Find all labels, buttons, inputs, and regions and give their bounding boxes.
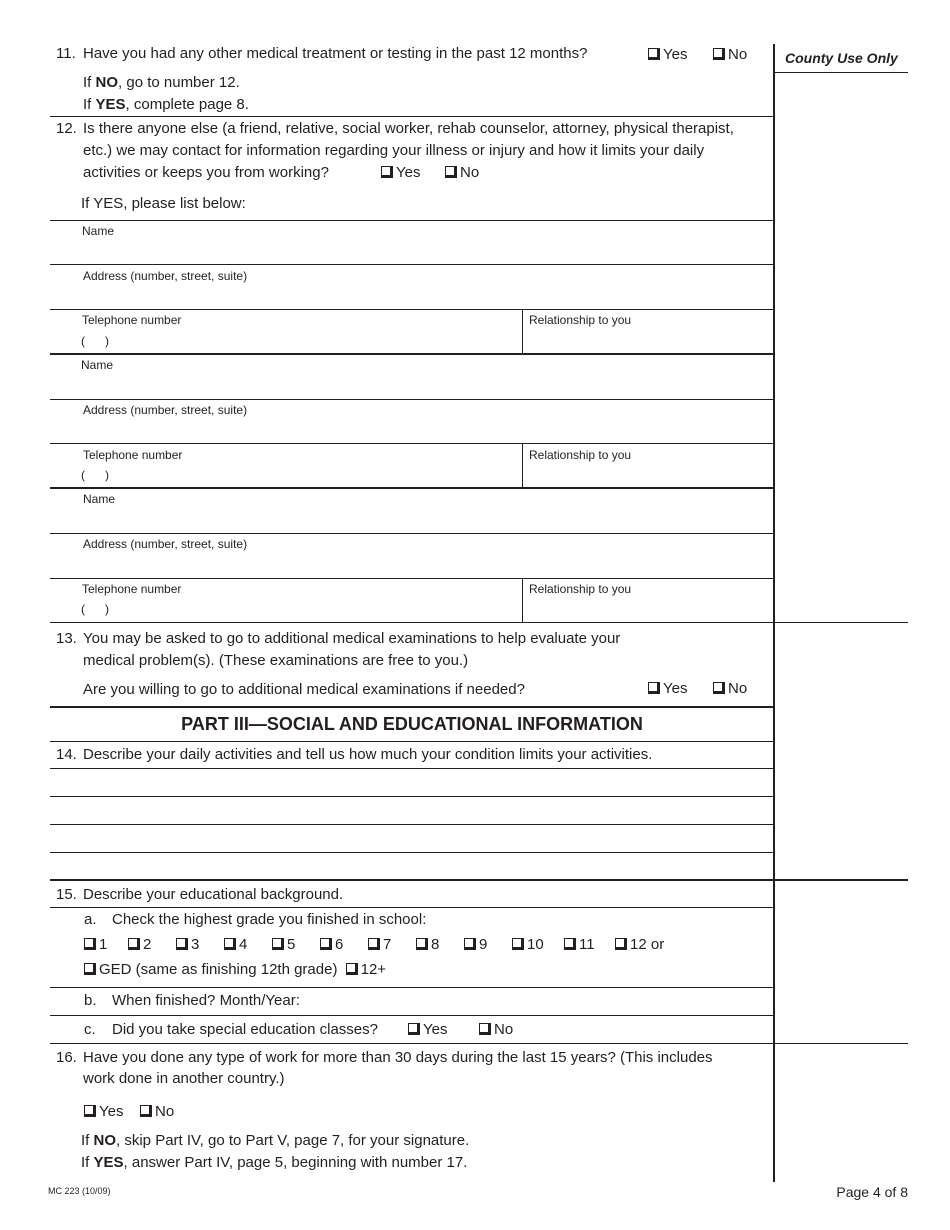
q16-yes-option[interactable]: Yes	[84, 1103, 123, 1121]
divider	[522, 578, 523, 623]
contact-3-name-field[interactable]: Name	[83, 492, 116, 506]
grade-4-option[interactable]: 4	[224, 936, 247, 954]
divider	[50, 987, 774, 988]
county-header-rule	[774, 72, 908, 73]
q12-yes-option[interactable]	[381, 164, 420, 182]
q11-no-option[interactable]	[713, 46, 747, 64]
q14-number: 14.	[56, 746, 77, 763]
checkbox-icon[interactable]	[464, 938, 476, 950]
q16-line-1: Have you done any type of work for more than 30 days during the last 15 years? (This includes	[83, 1049, 713, 1066]
q15-text: Describe your educational background.	[83, 886, 344, 903]
checkbox-icon[interactable]	[564, 938, 576, 950]
checkbox-icon[interactable]	[84, 938, 96, 950]
q16-number: 16.	[56, 1049, 77, 1066]
checkbox-icon[interactable]	[272, 938, 284, 950]
checkbox-icon[interactable]	[224, 938, 236, 950]
checkbox-icon[interactable]	[416, 938, 428, 950]
q15a-label: a.	[84, 911, 97, 928]
q11-yes-label: Yes	[663, 46, 688, 63]
q16-no-option[interactable]: No	[140, 1103, 174, 1121]
answer-line[interactable]	[50, 852, 774, 853]
grade-11-option[interactable]: 11	[564, 936, 595, 954]
divider	[50, 399, 774, 400]
q14-text: Describe your daily activities and tell us how much your condition limits your activities.	[83, 746, 653, 763]
contact-3-relationship-field[interactable]: Relationship to you	[529, 582, 632, 596]
q12-line-3: activities or keeps you from working?	[83, 164, 329, 181]
checkbox-icon[interactable]	[615, 938, 627, 950]
contact-2-name-field[interactable]: Name	[81, 358, 114, 372]
county-column-divider	[773, 44, 775, 1182]
q16-line-2: work done in another country.)	[83, 1070, 285, 1087]
contact-2-phone-parens: ( )	[81, 468, 109, 482]
checkbox-icon[interactable]	[84, 963, 96, 975]
checkbox-icon[interactable]	[512, 938, 524, 950]
q15c-text: Did you take special education classes?	[112, 1021, 378, 1038]
q15a-text: Check the highest grade you finished in school:	[112, 911, 427, 928]
q15c-yes-option[interactable]: Yes	[408, 1021, 447, 1039]
contact-2-relationship-field[interactable]: Relationship to you	[529, 448, 632, 462]
q12-list-prompt: If YES, please list below:	[81, 195, 246, 212]
divider	[50, 443, 774, 444]
checkbox-icon[interactable]	[408, 1023, 420, 1035]
q13-question: Are you willing to go to additional medical examinations if needed?	[83, 681, 525, 698]
contact-1-phone-parens: ( )	[81, 334, 109, 348]
divider	[50, 907, 774, 908]
grade-2-option[interactable]: 2	[128, 936, 151, 954]
checkbox-icon[interactable]	[648, 682, 660, 694]
grade-12-option[interactable]: 12 or	[615, 936, 664, 954]
county-use-only-label: County Use Only	[785, 50, 898, 66]
q11-if-no: If NO, go to number 12.	[83, 74, 240, 91]
q12-number: 12.	[56, 120, 77, 137]
q11-yes-option[interactable]	[648, 46, 687, 64]
page-number: Page 4 of 8	[836, 1184, 908, 1200]
grade-1-option[interactable]: 1	[84, 936, 107, 954]
divider	[522, 309, 523, 354]
divider	[50, 622, 908, 623]
ged-label: GED (same as finishing 12th grade)	[99, 961, 338, 978]
q13-line-2: medical problem(s). (These examinations are free to you.)	[83, 652, 469, 669]
q12-no-label: No	[460, 164, 480, 181]
contact-1-name-field[interactable]: Name	[82, 224, 115, 238]
q15-number: 15.	[56, 886, 77, 903]
divider	[50, 1015, 774, 1016]
contact-3-address-field[interactable]: Address (number, street, suite)	[83, 537, 248, 551]
contact-2-address-field[interactable]: Address (number, street, suite)	[83, 403, 248, 417]
divider	[50, 353, 774, 355]
contact-2-phone-field[interactable]: Telephone number	[83, 448, 183, 462]
grade-9-option[interactable]: 9	[464, 936, 487, 954]
checkbox-icon[interactable]	[140, 1105, 152, 1117]
form-id: MC 223 (10/09)	[48, 1186, 111, 1196]
checkbox-icon[interactable]	[84, 1105, 96, 1117]
q12-line-1: Is there anyone else (a friend, relative, social worker, rehab counselor, attorney, physical therapist,	[83, 120, 734, 137]
grade-7-option[interactable]: 7	[368, 936, 391, 954]
checkbox-icon[interactable]	[176, 938, 188, 950]
checkbox-icon[interactable]	[346, 963, 358, 975]
divider	[522, 443, 523, 488]
q15c-no-option[interactable]: No	[479, 1021, 513, 1039]
q13-no-label: No	[728, 680, 748, 697]
contact-1-address-field[interactable]: Address (number, street, suite)	[83, 269, 248, 283]
contact-1-phone-field[interactable]: Telephone number	[82, 313, 182, 327]
q16-if-yes: If YES, answer Part IV, page 5, beginning with number 17.	[81, 1154, 468, 1171]
contact-3-phone-parens: ( )	[81, 602, 109, 616]
divider	[50, 220, 774, 221]
q13-yes-option[interactable]	[648, 680, 687, 698]
grade-10-option[interactable]: 10	[512, 936, 544, 954]
q11-no-label: No	[728, 46, 748, 63]
q11-number: 11.	[56, 45, 76, 62]
q12-yes-label: Yes	[396, 164, 421, 181]
q12-line-2: etc.) we may contact for information regarding your illness or injury and how it limits your daily	[83, 142, 705, 159]
grade-6-option[interactable]: 6	[320, 936, 343, 954]
part-3-heading: PART III—SOCIAL AND EDUCATIONAL INFORMATION	[181, 714, 643, 734]
answer-line[interactable]	[50, 824, 774, 825]
answer-line[interactable]	[50, 796, 774, 797]
q13-yes-label: Yes	[663, 680, 688, 697]
checkbox-icon[interactable]	[445, 166, 457, 178]
divider	[50, 533, 774, 534]
twelve-plus-label: 12+	[360, 961, 387, 978]
divider	[50, 578, 774, 579]
q12-no-option[interactable]	[445, 164, 479, 182]
contact-3-phone-field[interactable]: Telephone number	[82, 582, 182, 596]
checkbox-icon[interactable]	[320, 938, 332, 950]
divider	[50, 741, 774, 742]
checkbox-icon[interactable]	[368, 938, 380, 950]
checkbox-icon[interactable]	[713, 48, 725, 60]
divider	[50, 879, 908, 881]
checkbox-icon[interactable]	[128, 938, 140, 950]
divider	[50, 487, 774, 489]
q13-no-option[interactable]	[713, 680, 747, 698]
checkbox-icon[interactable]	[381, 166, 393, 178]
ged-option[interactable]	[84, 961, 386, 979]
grade-8-option[interactable]: 8	[416, 936, 439, 954]
q13-number: 13.	[56, 630, 77, 647]
q11-if-yes: If YES, complete page 8.	[83, 96, 249, 113]
q15b-label: b.	[84, 992, 97, 1009]
checkbox-icon[interactable]	[479, 1023, 491, 1035]
q15c-label: c.	[84, 1021, 96, 1038]
q15b-text[interactable]: When finished? Month/Year:	[112, 992, 300, 1009]
divider	[50, 116, 774, 117]
q11-text: Have you had any other medical treatment or testing in the past 12 months?	[83, 45, 588, 62]
divider	[50, 264, 774, 265]
divider	[50, 1043, 908, 1044]
contact-1-relationship-field[interactable]: Relationship to you	[529, 313, 632, 327]
checkbox-icon[interactable]	[713, 682, 725, 694]
divider	[50, 309, 774, 310]
answer-line[interactable]	[50, 768, 774, 769]
q16-if-no: If NO, skip Part IV, go to Part V, page 7, for your signature.	[81, 1132, 470, 1149]
grade-5-option[interactable]: 5	[272, 936, 295, 954]
q13-line-1: You may be asked to go to additional medical examinations to help evaluate your	[83, 630, 621, 647]
divider	[50, 706, 774, 708]
grade-3-option[interactable]: 3	[176, 936, 199, 954]
checkbox-icon[interactable]	[648, 48, 660, 60]
